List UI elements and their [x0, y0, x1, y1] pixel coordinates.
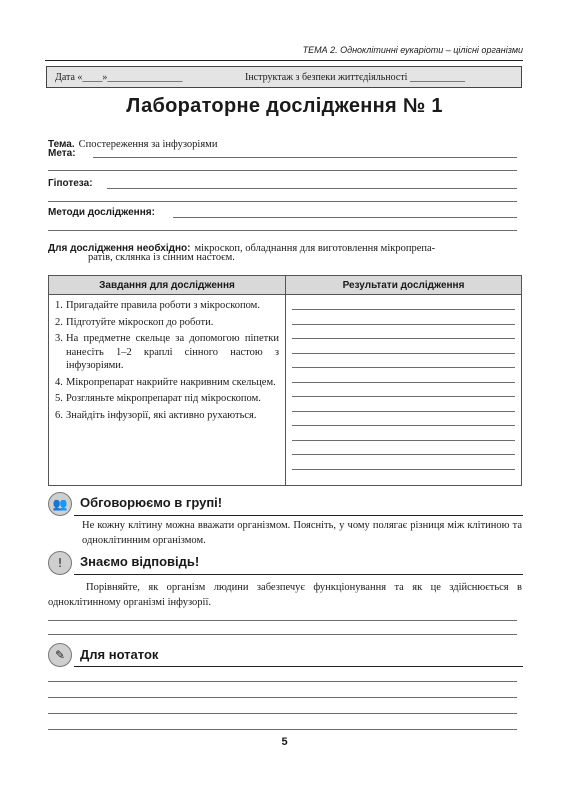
results-cell[interactable] — [286, 295, 522, 486]
tema-label: Тема. — [48, 139, 75, 150]
task-item: 4. Мікропрепарат накрийте накривним скельцем. — [55, 376, 276, 388]
topic-header: ТЕМА 2. Одноклітинні еукаріоти – цілісні організми — [302, 45, 523, 55]
result-line[interactable] — [292, 309, 515, 310]
needed-text-2: ратів, склянка із сінним настоєм. — [88, 252, 235, 263]
date-instruction-box — [46, 66, 522, 88]
discuss-text: Не кожну клітину можна вважати організмом. Поясніть, у чому полягає різниця між клітиною та одноклітинним організмом. — [82, 520, 522, 546]
tasks-column-header: Завдання для дослідження — [49, 276, 286, 295]
tema-value: Спостереження за інфузоріями — [78, 139, 218, 150]
needed-text-1: мікроскоп, обладнання для виготовлення мікропрепа- — [194, 243, 436, 254]
hypothesis-label: Гіпотеза: — [48, 178, 93, 189]
notes-divider — [74, 666, 523, 667]
results-column-header: Результати дослідження — [286, 276, 522, 295]
group-people-icon: 👥 — [48, 492, 72, 516]
task-item: 3. На предметне скельце за допомогою піпетки нанесіть 1–2 краплі сінного настою з інфузоріями. — [55, 333, 279, 371]
result-line[interactable] — [292, 324, 515, 325]
task-item: 2. Підготуйте мікроскоп до роботи. — [55, 316, 214, 328]
needed-label: Для дослідження необхідно: — [48, 243, 191, 254]
meta-line-1[interactable] — [93, 157, 517, 158]
result-line[interactable] — [292, 396, 515, 397]
page-number: 5 — [281, 736, 288, 748]
hypothesis-line-1[interactable] — [107, 188, 517, 189]
methods-line-2[interactable] — [48, 230, 517, 231]
notes-line-3[interactable] — [48, 713, 517, 714]
task-item: 1. Пригадайте правила роботи з мікроскопом. — [55, 300, 260, 311]
notes-line-2[interactable] — [48, 697, 517, 698]
notes-heading: Для нотаток — [80, 647, 159, 662]
result-line[interactable] — [292, 338, 515, 339]
exclamation-pen-icon: ! — [48, 551, 72, 575]
meta-line-2[interactable] — [48, 170, 517, 171]
know-answer-line-2[interactable] — [48, 634, 517, 635]
hypothesis-line-2[interactable] — [48, 201, 517, 202]
know-answer-line-1[interactable] — [48, 620, 517, 621]
result-line[interactable] — [292, 454, 515, 455]
result-line[interactable] — [292, 367, 515, 368]
tasks-cell — [49, 295, 286, 486]
task-item: 5. Розгляньте мікропрепарат під мікроскопом. — [55, 393, 261, 404]
know-divider — [74, 574, 523, 575]
research-table — [48, 275, 522, 486]
result-line[interactable] — [292, 425, 515, 426]
result-line[interactable] — [292, 382, 515, 383]
date-label: Дата «____»_______________ — [55, 72, 183, 83]
result-line[interactable] — [292, 469, 515, 470]
know-text: Порівняйте, як організм людини забезпечує функціонування та як це здійснюється в одноклітинному організмі інфузорії. — [48, 582, 522, 608]
page-title: Лабораторне дослідження № 1 — [126, 95, 443, 117]
methods-line-1[interactable] — [173, 217, 517, 218]
methods-label: Методи дослідження: — [48, 207, 155, 218]
instruction-label: Інструктаж з безпеки життєдіяльності ___________ — [245, 72, 465, 83]
result-line[interactable] — [292, 440, 515, 441]
discuss-heading: Обговорюємо в групі! — [80, 495, 223, 510]
notes-line-1[interactable] — [48, 681, 517, 682]
tasks-list — [49, 295, 285, 429]
discuss-divider — [74, 515, 523, 516]
meta-label: Мета: — [48, 148, 76, 159]
result-line[interactable] — [292, 411, 515, 412]
pencil-writing-icon: ✎ — [48, 643, 72, 667]
know-heading: Знаємо відповідь! — [80, 554, 200, 569]
header-divider — [45, 60, 523, 61]
notes-line-4[interactable] — [48, 729, 517, 730]
task-item: 6. Знайдіть інфузорії, які активно рухаються. — [55, 409, 257, 421]
result-line[interactable] — [292, 353, 515, 354]
